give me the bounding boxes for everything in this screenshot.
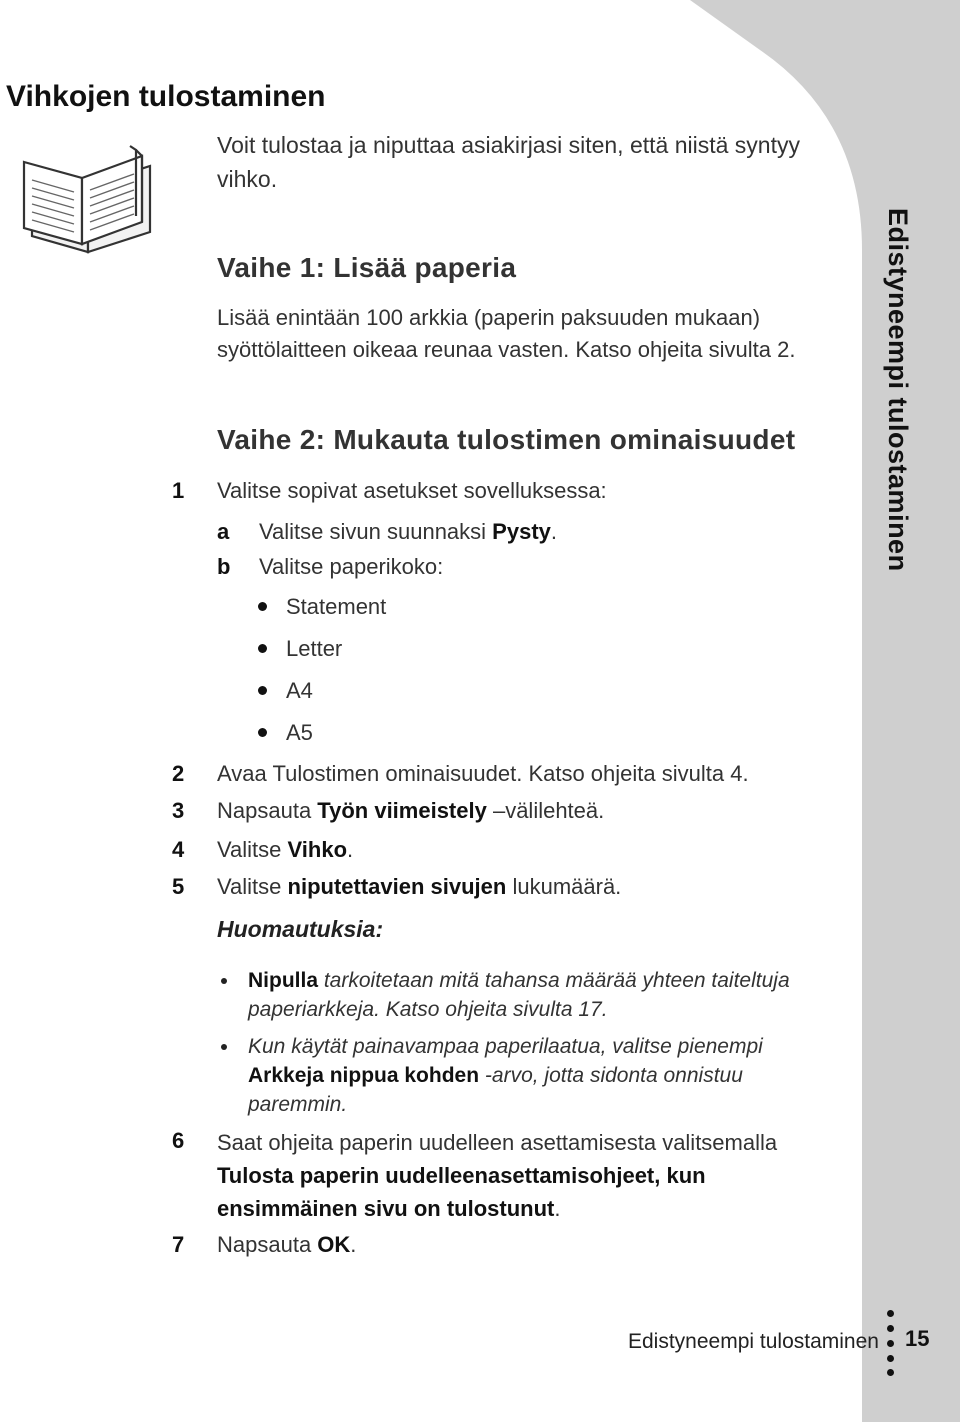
- side-tab-label: Edistyneempi tulostaminen: [883, 208, 913, 572]
- item-text: Napsauta OK.: [217, 1232, 357, 1257]
- sub-text: Valitse sivun suunnaksi Pysty.: [259, 519, 558, 544]
- bullet-icon: [256, 602, 270, 616]
- note-bullet-icon: [221, 978, 227, 984]
- intro-text: Voit tulostaa ja niputtaa asiakirjasi siten, että niistä syntyy vihko.: [217, 132, 800, 192]
- item-number: 7: [172, 1232, 185, 1257]
- item-number: 3: [172, 798, 185, 823]
- item-text: Valitse Vihko.: [217, 837, 354, 862]
- item-number: 2: [172, 761, 185, 786]
- paper-size-option: A4: [286, 678, 313, 703]
- paper-size-option: Letter: [286, 636, 343, 661]
- notes-heading: Huomautuksia:: [217, 916, 384, 942]
- item-number: 5: [172, 874, 185, 899]
- bullet-icon: [256, 686, 270, 700]
- sub-letter: a: [217, 519, 230, 544]
- item-text: Valitse sopivat asetukset sovelluksessa:: [217, 478, 607, 503]
- step2-heading: Vaihe 2: Mukauta tulostimen ominaisuudet: [217, 424, 796, 455]
- item-text: Napsauta Työn viimeistely –välilehteä.: [217, 798, 605, 823]
- item-number: 4: [172, 837, 185, 862]
- bullet-icon: [256, 644, 270, 658]
- page-number: 15: [905, 1326, 930, 1351]
- footer-section-label: Edistyneempi tulostaminen: [628, 1330, 879, 1353]
- note-text: Kun käytät painavampaa paperilaatua, valitse pienempi Arkkeja nippua kohden -arvo, jotta sidonta onnistuu paremmin.: [248, 1035, 763, 1116]
- open-book-icon: [18, 140, 162, 258]
- item-number: 6: [172, 1128, 185, 1153]
- paper-size-option: Statement: [286, 594, 387, 619]
- sub-text: Valitse paperikoko:: [259, 554, 444, 579]
- sub-letter: b: [217, 554, 231, 579]
- item-text: Avaa Tulostimen ominaisuudet. Katso ohjeita sivulta 4.: [217, 761, 749, 786]
- page-title: Vihkojen tulostaminen: [6, 80, 326, 113]
- item-text: Saat ohjeita paperin uudelleen asettamisesta valitsemalla Tulosta paperin uudelleenasettamisohjeet, kun ensimmäinen sivu on tulostunut.: [217, 1130, 778, 1221]
- note-bullet-icon: [221, 1044, 227, 1050]
- item-number: 1: [172, 478, 185, 503]
- bullet-icon: [256, 728, 270, 742]
- item-text: Valitse niputettavien sivujen lukumäärä.: [217, 874, 622, 899]
- step1-heading: Vaihe 1: Lisää paperia: [217, 252, 517, 283]
- step1-text: Lisää enintään 100 arkkia (paperin paksuuden mukaan) syöttölaitteen oikeaa reunaa vasten. Katso ohjeita sivulta 2.: [217, 305, 796, 362]
- note-text: Nipulla tarkoitetaan mitä tahansa määrää yhteen taiteltuja paperiarkkeja. Katso ohjeita sivulta 17.: [248, 969, 790, 1021]
- paper-size-option: A5: [286, 720, 313, 745]
- footer-dots-icon: [884, 1310, 898, 1376]
